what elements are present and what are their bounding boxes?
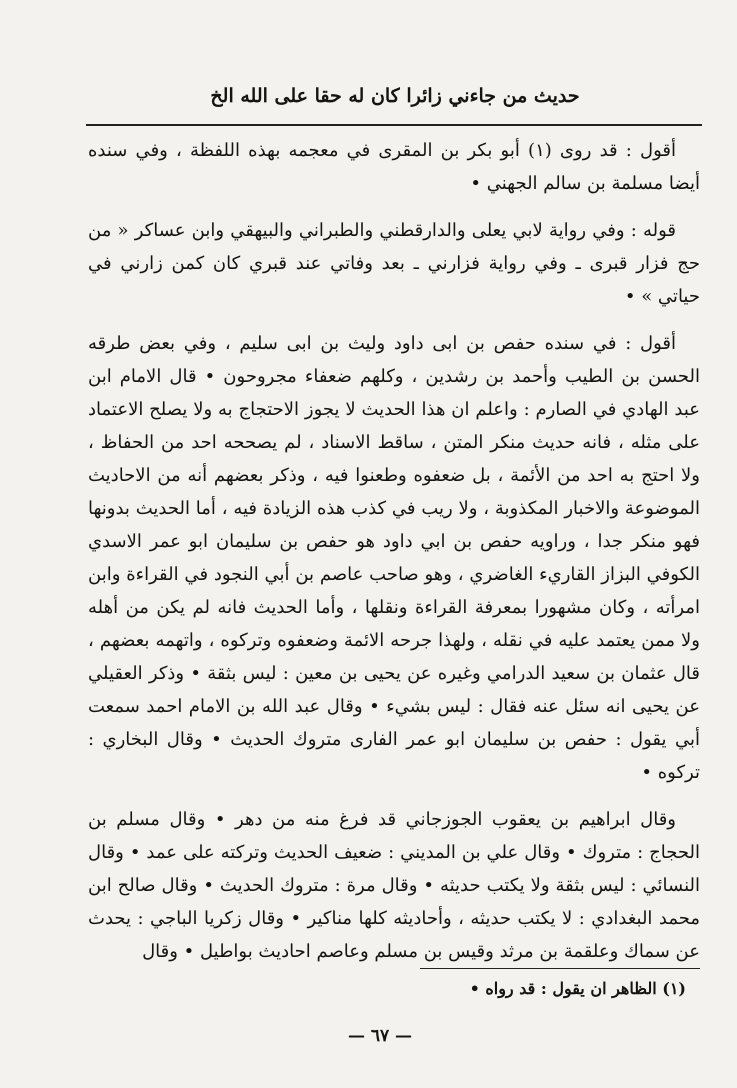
footnote-rule [420, 968, 700, 969]
running-head: حديث من جاءني زائرا كان له حقا على الله الخ [210, 85, 580, 107]
header-rule [86, 124, 702, 126]
paragraph-1: أقول : قد روى (١) أبو بكر بن المقرى في معجمه بهذه اللفظة ، وفي سنده أيضا مسلمة بن سالم الجهني • [88, 140, 700, 194]
body-text [88, 134, 700, 968]
footnote: (١) الظاهر ان يقول : قد رواه • [469, 979, 686, 998]
paragraph-4: وقال ابراهيم بن يعقوب الجوزجاني قد فرغ منه من دهر • وقال مسلم بن الحجاج : متروك • وقال علي بن المديني : ضعيف الحديث وتركته على عمد • وقال النسائي : ليس بثقة ولا يكتب حديثه • وقال مرة : متروك الحديث • وقال صالح ابن محمد البغدادي : لا يكتب حديثه ، وأحاديثه كلها مناكير • وقال زكريا الباجي : يحدث عن سماك وعلقمة بن مرثد وقيس بن مسلم وعاصم احاديث بواطيل • وقال [88, 809, 700, 962]
paragraph-3: أقول : في سنده حفص بن ابى داود وليث بن ابى سليم ، وفي بعض طرقه الحسن بن الطيب وأحمد بن رشدين ، وكلهم ضعفاء مجروحون • قال الامام ابن عبد الهادي في الصارم : واعلم ان هذا الحديث لا يجوز الاحتجاج به ولا يصلح الاعتماد على مثله ، فانه حديث منكر المتن ، ساقط الاسناد ، لم يصححه احد من الحفاظ ، ولا احتج به احد من الأئمة ، بل ضعفوه وطعنوا فيه ، وذكر بعضهم أنه من الاحاديث الموضوعة والاخبار المكذوبة ، ولا ريب في كذب هذه الزيادة فيه ، أما الحديث بدونها فهو منكر جدا ، وراويه حفص بن ابي داود هو حفص بن سليمان ابو عمر الاسدي الكوفي البزاز القاريء الغاضري ، وهو صاحب عاصم بن أبي النجود في القراءة وابن امرأته ، وكان مشهورا بمعرفة القراءة ونقلها ، وأما الحديث فانه لم يكن من أهله ولا ممن يعتمد عليه في نقله ، ولهذا جرحه الائمة وضعفوه وتركوه ، واتهمه بعضهم ، قال عثمان بن سعيد الدرامي وغيره عن يحيى بن معين : ليس بثقة • وذكر العقيلي عن يحيى انه سئل عنه فقال : ليس بشيء • وقال عبد الله بن الامام احمد سمعت أبي يقول : حفص بن سليمان ابو عمر الفارى متروك الحديث • وقال البخاري : تركوه • [88, 333, 700, 783]
page-number: — ٦٧ — [347, 1026, 413, 1046]
paragraph-2: قوله : وفي رواية لابي يعلى والدارقطني والطبراني والبيهقي وابن عساكر « من حج فزار قبرى ـ وفي رواية فزارني ـ بعد وفاتي عند قبري كان كمن زارني في حياتي » • [88, 220, 700, 307]
